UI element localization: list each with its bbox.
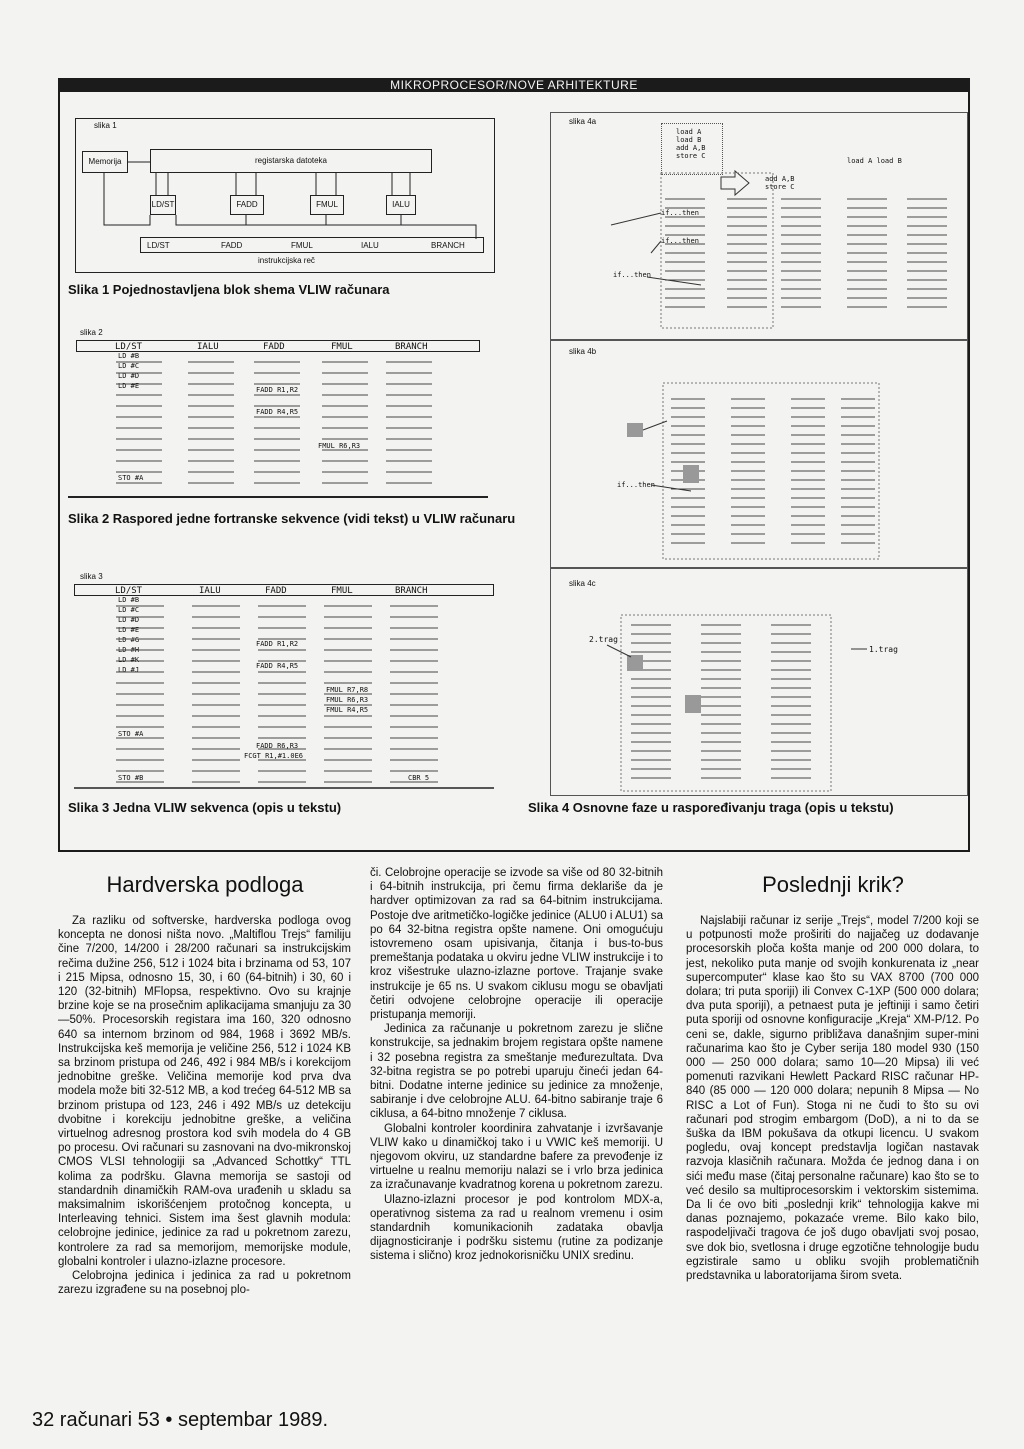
col-branch: BRANCH: [395, 586, 428, 596]
instr-field-branch: BRANCH: [431, 241, 465, 250]
figure-1: [75, 118, 495, 273]
figure-2-grid: [68, 326, 488, 496]
op-add: add A,B: [676, 144, 706, 152]
load-ab-row: load A load B: [847, 157, 902, 165]
ifthen-label: if...then: [661, 209, 699, 217]
add-ab: add A,B: [765, 175, 795, 183]
paragraph: Najslabiji računar iz serije „Trejs“, model 7/200 koji se u potpunosti može proširiti do najjačeg uz dodavanje procesorskih ploča košta manje od 200 000 dolara, to jest, nekoliko puta manje od svojih konkurenata iz „near supercomputer“ klase kao što su VAX 8700 (700 000 dolara; tri puta sporiji) ili Convex C-1XP (500 000 dolara; dva puta sporiji), a petnaest puta je jeftiniji i samo četiri puta sporiji od osnovne konfiguracije „Kreja“ XM-P/12. Po ceni se, dakle, sigurno približava današnjim super-mini računarima kao što je Cyber serija 180 model 930 (150 000 — 250 000 dolara; samo 10—20 Mipsa) ili već pomenuti razvikani Hewlett Packard RISC računar HP-840 (85 000 — 120 000 dolara; nepunih 8 Mipsa — No RISC a Lot of Fun). Stoga ni ne čudi to što su ovi računari pod strogim embargom (DoD), a ni to da se šuška da IBM pokušava da otkupi licencu. U svakom pogledu, ovaj koncept predstavlja logičan nastavak razvoja klasičnih računara. Možda će jednog dana i on sići među mase (čitaj personalne računare) kao što se to već desilo sa multiprocesorskim i vektorskim sistemima. Da li će ovo biti „poslednji krik“ tehnologija kakve mi danas poznajemo, pokazaće vreme. Bilo kako bilo, raspodeljivači tragova će još dugo obavljati svoj posao, sve dok bio, svetlosna i druge egzotične tehnologije budu egzistirale samo u obliku svojih problematičnih predstavnika u laboratorijama širom sveta.: [686, 915, 979, 1283]
ld-op: LD #E: [118, 382, 140, 390]
figure-4-caption: Slika 4 Osnovne faze u raspoređivanju traga (opis u tekstu): [528, 800, 894, 815]
figure-4c-label: slika 4c: [569, 579, 596, 588]
paragraph: Globalni kontroler koordinira zahvatanje i izvršavanje VLIW kako u dinamičkoj tako i u VWIC keš memoriji. U njegovom okviru, uz standardne bafere za prevođenje iz virtuelne u realnu memoriju nalazi se i vrlo brza jedinica za izračunavanje kvadratnog korena u pokretnom zarezu.: [370, 1122, 663, 1192]
paragraph: či. Celobrojne operacije se izvode sa više od 80 32-bitnih i 64-bitnih instrukcija, pri čemu firma deklariše da je hardver optimizovan za rad sa 64-bitnim instrukcijama. Postoje dve aritmetičko-logičke jedinice (ALU0 i ALU1) sa po 64 32-bitna registra opšte namene. Oni omogućuju istovremeno osam upisivanja, čitanja i bus-to-bus premeštanja podataka u okviru jedne VLIW instrukcije i to kroz višestruke ulazno-izlazne portove. Trajanje svake instrukcije je 65 ns. U svakom ciklusu mogu se obavljati četiri odvojene celobrojne operacije ili operacije pristupanja memoriji.: [370, 867, 663, 1022]
op-load-a: load A: [676, 128, 702, 136]
unit-ldst: LD/ST: [150, 195, 176, 215]
instruction-word-label: instrukcijska reč: [258, 256, 315, 265]
figure-4a: [550, 112, 968, 340]
trace-2-label: 2.trag: [589, 635, 618, 644]
ld-op: LD #C: [118, 362, 140, 370]
col-ialu: IALU: [199, 586, 221, 596]
col-ialu: IALU: [197, 342, 219, 352]
ld-op: LD #D: [118, 372, 140, 380]
register-file-label: registarska datoteka: [254, 156, 328, 165]
ifthen-label: if...then: [617, 481, 655, 489]
instr-field-ldst: LD/ST: [147, 241, 170, 250]
ld-op: LD #J: [118, 666, 140, 674]
instr-field-fmul: FMUL: [291, 241, 313, 250]
store-c: store C: [765, 183, 795, 191]
figure-4b-label: slika 4b: [569, 347, 597, 356]
ld-op: LD #E: [118, 626, 140, 634]
figure-4a-drawing: [551, 113, 969, 341]
fmul-op: FMUL R6,R3: [326, 696, 369, 704]
fadd-op: FADD R1,R2: [256, 386, 299, 394]
instr-field-ialu: IALU: [361, 241, 379, 250]
ifthen-label: if...then: [661, 237, 699, 245]
ifthen-label: if...then: [613, 271, 651, 279]
figure-1-label: slika 1: [94, 121, 117, 130]
col-fmul: FMUL: [331, 586, 353, 596]
figure-4b: [550, 340, 968, 568]
figure-4c: [550, 568, 968, 796]
figure-3: [68, 570, 496, 792]
unit-fmul: FMUL: [310, 195, 344, 215]
fadd-op: FADD R4,R5: [256, 662, 299, 670]
instruction-word: [140, 237, 484, 253]
unit-fadd: FADD: [230, 195, 264, 215]
heading-hardverska-podloga: Hardverska podloga: [106, 872, 304, 897]
figure-2-caption-text: Slika 2 Raspored jedne fortranske sekvence (vidi tekst) u VLIW računaru: [68, 511, 516, 526]
ld-op: LD #D: [118, 616, 140, 624]
trace-block-icon: [627, 423, 643, 437]
sto-op: STO #B: [118, 774, 144, 782]
instr-field-fadd: FADD: [221, 241, 243, 250]
figure-4b-drawing: [551, 341, 969, 569]
col-ldst: LD/ST: [115, 586, 143, 596]
col-ldst: LD/ST: [115, 342, 143, 352]
figure-2: [68, 326, 488, 498]
col-fadd: FADD: [263, 342, 285, 352]
cbr-op: CBR 5: [408, 774, 430, 782]
figure-2-caption: [68, 510, 538, 527]
ld-op: LD #C: [118, 606, 140, 614]
figure-3-grid: [68, 570, 496, 792]
op-store: store C: [676, 152, 706, 160]
fadd-op: FADD R4,R5: [256, 408, 299, 416]
paragraph: Za razliku od softverske, hardverska podloga ovog koncepta ne donosi ništa novo. „Maltiflou Trejs“ familiju čine 7/200, 14/200 i 28/200 računari sa instrukcijskim rečima dužine 256, 512 i 1024 bita i brzinama od 53, 107 i 215 Mipsa, odnosno 15, 30, i 60 (64-bitnih) i 30, 60 i 120 (32-bitnih) MFlopsa, respektivno. Ovo su krajnje brzine koje se na prosečnim aplikacijama smanjuju za 30—50%. Procesorskih registara ima 160, 320 odnosno 640 sa internom brzinom od 984, 1968 i 3692 MB/s. Instrukcijska keš memorija je veličine 256, 512 i 1024 KB sa brzinom pristupa od 246, 492 i 984 MB/s i korekcijom jednobitne greške. Veličina memorije kod prva dva modela može biti 32-512 MB, a kod trećeg 64-512 MB sa brzinom pristupa od 123, 246 i 492 MB/s uz detekciju dvobitne i korekciju jednobitne greške, a veličina virtuelnog adresnog prostora kod svih modela do 4 GB po procesu. Ovi računari su zasnovani na dvo-mikronskoj CMOS VLSI tehnologiji sa „Advanced Schottky“ TTL kolima za podršku. Glavna memorija se sastoji od standardnih dinamičkih RAM-ova urađenih u skladu sa maksimalnim iskorišćenjem protočnog koncepta, u Interleaving tehnici. Sistem ima šest glavnih modula: celobrojne jedinice, jedinice za rad u pokretnom zarezu, kontrolere za rad sa memorijom, memorijske module, globalni kontroler i ulazno-izlazne procesore.: [58, 915, 351, 1268]
paragraph: Ulazno-izlazni procesor je pod kontrolom MDX-a, operativnog sistema za rad u realnom vremenu i osim standardnih komunikacionih zadataka obavlja dijagnosticiranje i podršku sistemu (rutine za podizanje sistema i slično) kroz jednokorisničku UNIX sredinu.: [370, 1193, 663, 1263]
col-fadd: FADD: [265, 586, 287, 596]
trace-1-label: 1.trag: [869, 645, 898, 654]
figure-3-label: slika 3: [80, 572, 103, 581]
ld-op: LD #G: [118, 636, 140, 644]
figure-4a-label: slika 4a: [569, 117, 597, 126]
figure-4c-drawing: [551, 569, 969, 797]
page-footer: 32 računari 53 • septembar 1989.: [32, 1409, 329, 1431]
figure-3-caption: Slika 3 Jedna VLIW sekvenca (opis u tekstu): [68, 800, 342, 815]
fadd-op: FADD R1,R2: [256, 640, 299, 648]
unit-ialu: IALU: [386, 195, 416, 215]
memory-label: Memorija: [88, 157, 122, 166]
col-fmul: FMUL: [331, 342, 353, 352]
ld-op: LD #H: [118, 646, 140, 654]
column-3: [686, 914, 979, 1283]
trace-block-icon: [685, 695, 701, 713]
col-branch: BRANCH: [395, 342, 428, 352]
ld-op: LD #K: [118, 656, 140, 664]
sto-op: STO #A: [118, 730, 144, 738]
ld-op: LD #B: [118, 352, 140, 360]
op-load-b: load B: [676, 136, 702, 144]
fmul-op: FMUL R4,R5: [326, 706, 369, 714]
fcgt-op: FCGT R1,#1.0E6: [244, 752, 304, 760]
paragraph: Jedinica za računanje u pokretnom zarezu je slične konstrukcije, sa jednakim brojem registara opšte namene i 32 posebna registra za smeštanje međurezultata. Dva 32-bitna registra se po potrebi uparuju čineći jedan 64-bitni. Dodatne interne jedinice su jedinice za množenje, sabiranje i dve celobrojne ALU. 64-bitno sabiranje traje 6 ciklusa, a 64-bitno množenje 7 ciklusa.: [370, 1023, 663, 1121]
figure-2-label: slika 2: [80, 328, 103, 337]
trace-block-icon: [683, 465, 699, 483]
column-1: [58, 914, 351, 1297]
ld-op: LD #B: [118, 596, 140, 604]
fadd-op-late: FADD R6,R3: [256, 742, 299, 750]
fmul-op: FMUL R7,R8: [326, 686, 369, 694]
heading-poslednji-krik: Poslednji krik?: [762, 872, 904, 897]
paragraph: Celobrojna jedinica i jedinica za rad u pokretnom zarezu izgrađene su na posebnoj plo-: [58, 1270, 351, 1297]
trace-block-icon: [627, 655, 643, 671]
sto-op: STO #A: [118, 474, 144, 482]
figure-1-caption: Slika 1 Pojednostavljena blok shema VLIW računara: [68, 282, 390, 297]
column-2: [370, 866, 663, 1264]
fmul-op: FMUL R6,R3: [318, 442, 361, 450]
section-header: MIKROPROCESOR/NOVE ARHITEKTURE: [58, 78, 970, 92]
